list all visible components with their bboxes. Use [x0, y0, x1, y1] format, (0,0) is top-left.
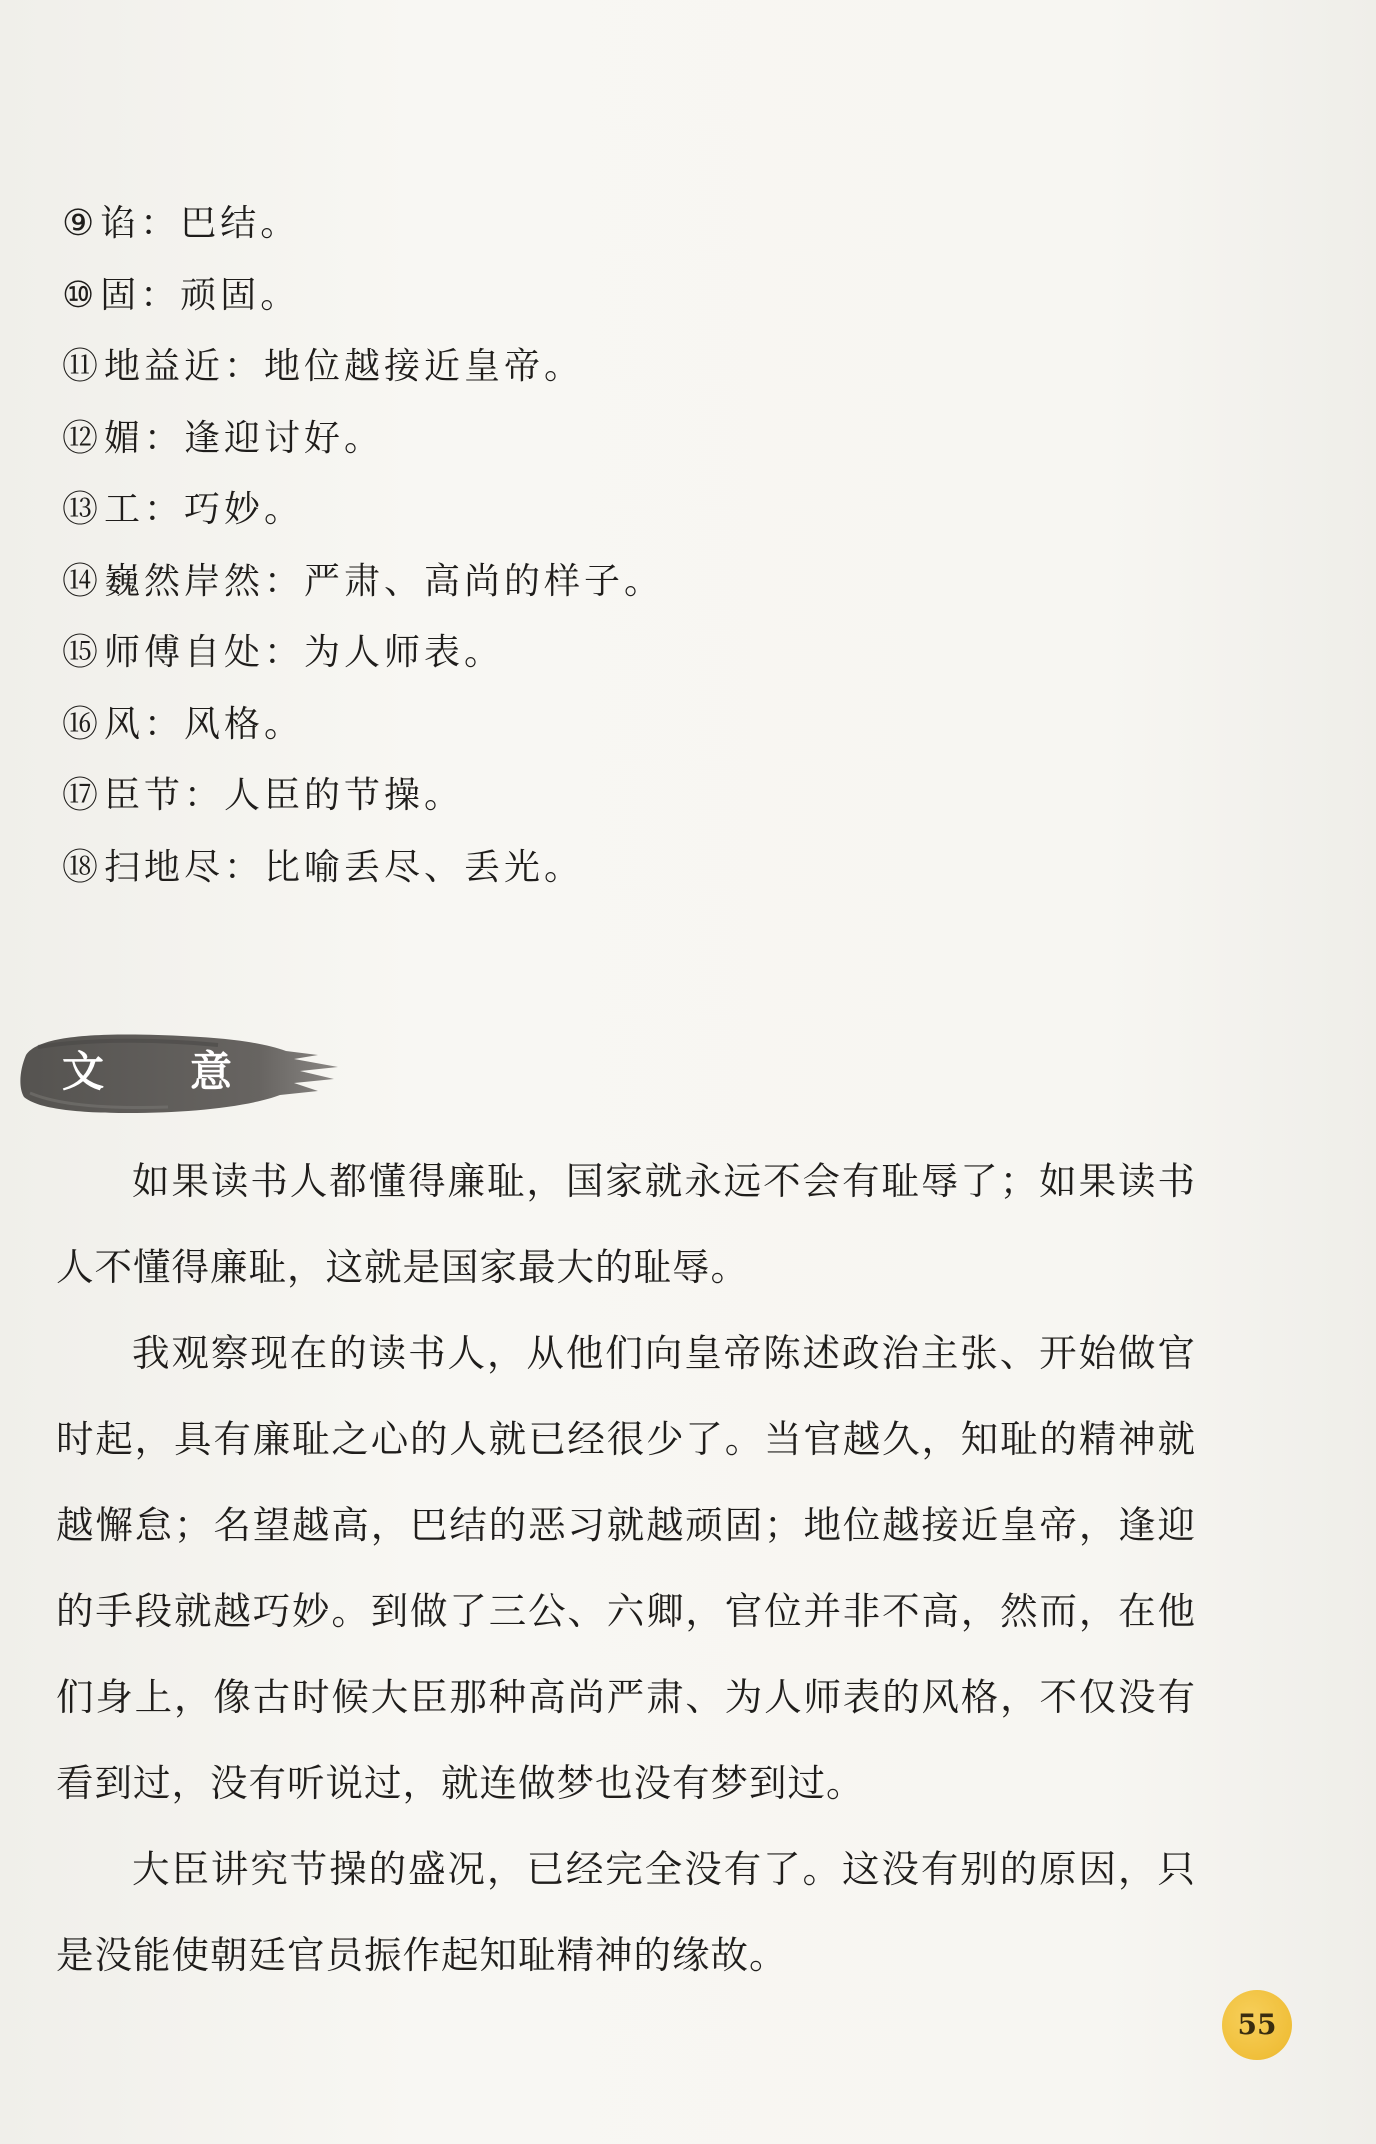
annotation-number: ⑨ [62, 203, 99, 244]
annotation-item [62, 617, 1162, 689]
annotation-text: 巍然岸然：严肃、高尚的样子。 [104, 560, 665, 602]
paragraph: 大臣讲究节操的盛况，已经完全没有了。这没有别的原因，只是没能使朝廷官员振作起知耻精神的缘故。 [56, 1847, 1196, 1977]
annotation-text: 工：巧妙。 [104, 489, 305, 530]
annotation-item [62, 546, 1162, 618]
annotation-text: 风：风格。 [104, 703, 305, 745]
annotation-item [62, 689, 1162, 761]
annotation-item [62, 331, 1162, 403]
annotation-list [62, 188, 1162, 903]
annotation-text: 固：顽固。 [100, 274, 301, 316]
annotation-text: 地益近：地位越接近皇帝。 [104, 346, 585, 387]
annotation-item [62, 832, 1162, 904]
translation-body [56, 1138, 1196, 1998]
annotation-item [62, 474, 1162, 546]
page-number-badge: 55 [1222, 1990, 1292, 2060]
annotation-text: 媚：逢迎讨好。 [104, 417, 385, 459]
annotation-number: ⑮ [62, 632, 103, 673]
paragraph: 如果读书人都懂得廉耻，国家就永远不会有耻辱了；如果读书人不懂得廉耻，这就是国家最大的耻辱。 [56, 1159, 1196, 1289]
annotation-number: ⑯ [62, 703, 103, 745]
annotation-text: 师傅自处：为人师表。 [104, 632, 505, 673]
annotation-number: ⑩ [62, 274, 99, 316]
paragraph: 我观察现在的读书人，从他们向皇帝陈述政治主张、开始做官时起，具有廉耻之心的人就已经很少了。当官越久，知耻的精神就越懈怠；名望越高，巴结的恶习就越顽固；地位越接近皇帝，逢迎的手段就越巧妙。到做了三公、六卿，官位并非不高，然而，在他们身上，像古时候大臣那种高尚严肃、为人师表的风格，不仅没有看到过，没有听说过，就连做梦也没有梦到过。 [56, 1331, 1196, 1805]
annotation-number: ⑱ [62, 846, 103, 888]
annotation-item [62, 403, 1162, 475]
section-heading-banner [18, 1025, 348, 1121]
section-title-char: 意 [190, 1047, 233, 1096]
annotation-item [62, 260, 1162, 332]
annotation-item [62, 760, 1162, 832]
annotation-text: 扫地尽：比喻丢尽、丢光。 [104, 846, 585, 888]
annotation-number: ⑬ [62, 489, 103, 530]
annotation-number: ⑰ [62, 775, 103, 816]
annotation-item [62, 188, 1162, 260]
section-title-char: 文 [62, 1047, 105, 1096]
annotation-number: ⑭ [62, 560, 103, 602]
annotation-number: ⑫ [62, 417, 103, 459]
annotation-number: ⑪ [62, 346, 103, 387]
annotation-text: 臣节：人臣的节操。 [104, 775, 465, 816]
annotation-text: 谄：巴结。 [100, 203, 301, 244]
